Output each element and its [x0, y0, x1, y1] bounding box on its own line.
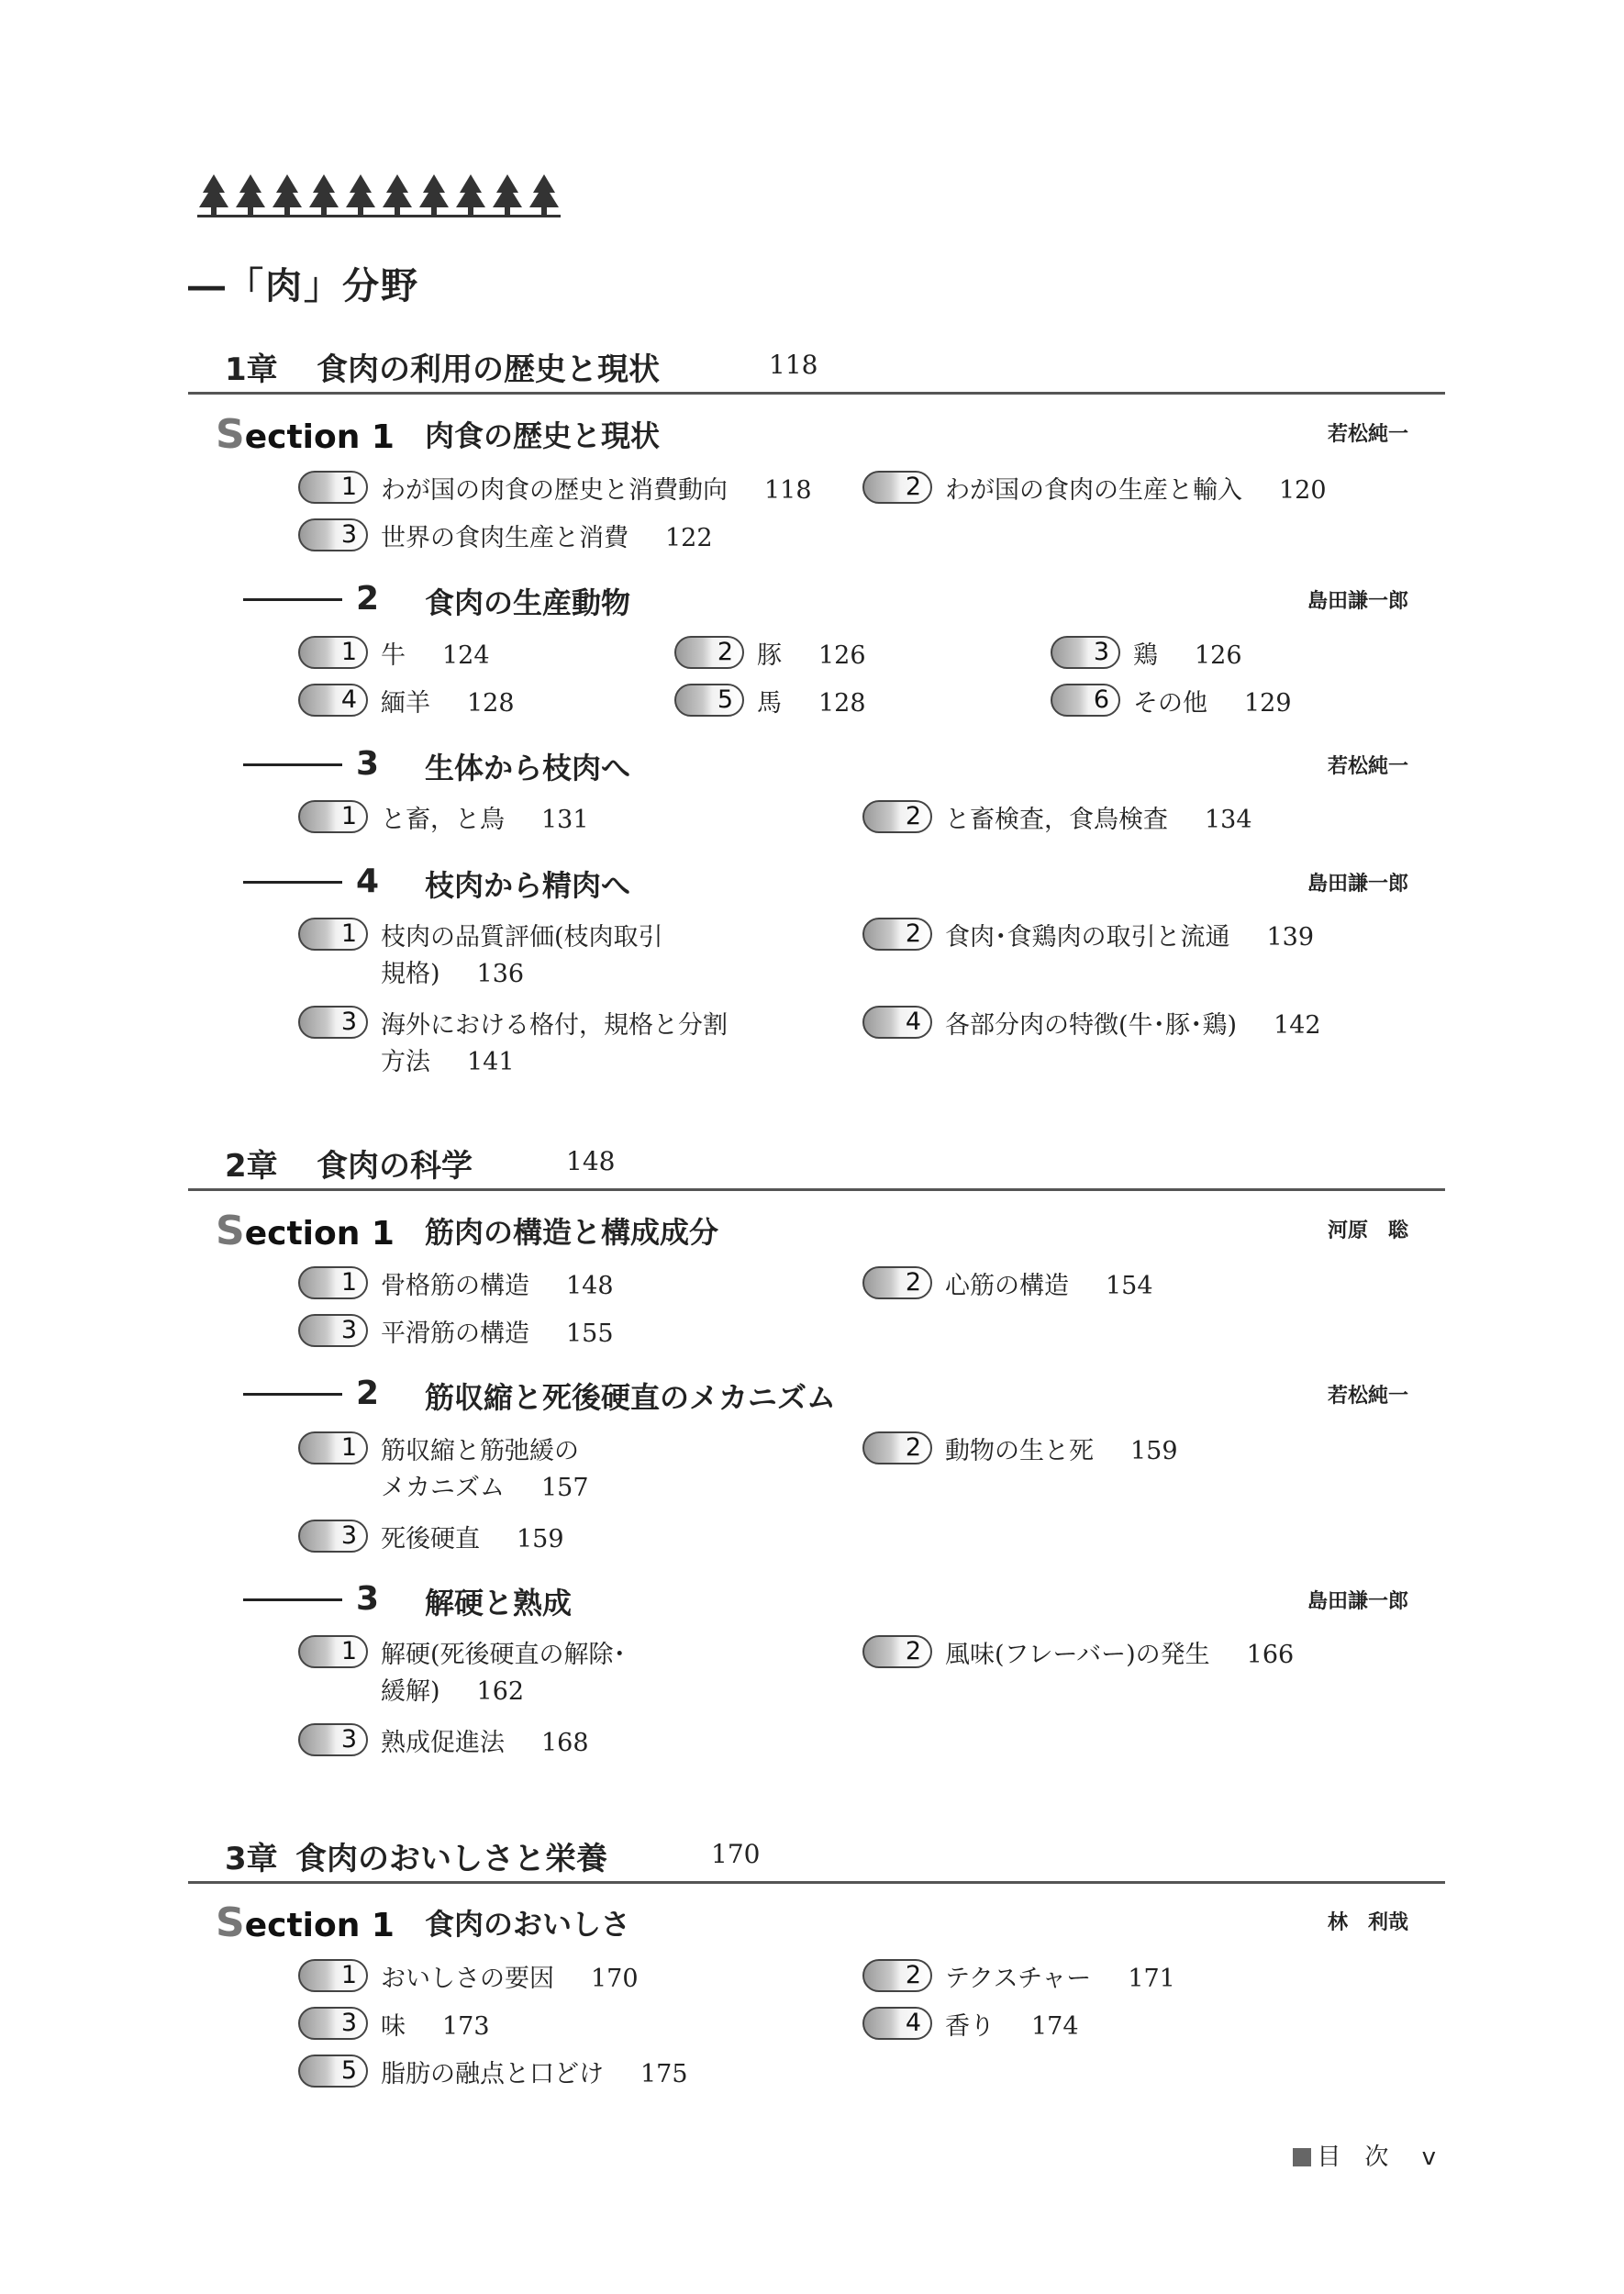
chapter-title: 食肉のおいしさと栄養	[295, 1841, 607, 1877]
section-author: 島田謙一郎	[1307, 873, 1408, 896]
chapter-page: 170	[711, 1839, 761, 1869]
item-number-pill: 3	[1051, 636, 1120, 669]
section-author: 林 利哉	[1327, 1911, 1408, 1934]
item-number-pill: 1	[298, 1959, 368, 1992]
item-number-pill: 4	[862, 1006, 932, 1039]
section-number: 4	[356, 863, 380, 900]
section-title: 筋収縮と死後硬直のメカニズム	[425, 1380, 837, 1415]
section-number: 2	[356, 580, 380, 618]
item-number-pill: 3	[298, 518, 368, 551]
chapter-heading	[188, 1833, 1445, 1884]
section-author: 若松純一	[1327, 423, 1408, 446]
section-word: Section 1	[216, 1208, 395, 1254]
item-number-pill: 3	[298, 2007, 368, 2040]
tree-ornament-icon	[197, 173, 561, 218]
section-dash	[243, 763, 342, 766]
section-author: 島田謙一郎	[1307, 590, 1408, 613]
section-number: 2	[356, 1375, 380, 1412]
section-number: 3	[356, 1580, 380, 1618]
section-heading	[188, 411, 1408, 457]
section-number: 3	[356, 745, 380, 783]
item-number-pill: 3	[298, 1520, 368, 1553]
section-dash	[243, 1598, 342, 1601]
section-title: 食肉のおいしさ	[425, 1907, 631, 1942]
chapter-page: 148	[566, 1146, 616, 1176]
chapter-number: 3章	[225, 1841, 278, 1877]
footer-page-number: v	[1421, 2144, 1436, 2171]
item-number-pill: 3	[298, 1723, 368, 1756]
item-number-pill: 2	[862, 1431, 932, 1464]
item-number-pill: 4	[298, 684, 368, 717]
item-number-pill: 2	[862, 918, 932, 951]
section-heading	[188, 861, 1408, 907]
section-dash	[243, 881, 342, 884]
item-number-pill: 6	[1051, 684, 1120, 717]
section-heading	[188, 743, 1408, 789]
section-title: 枝肉から精肉へ	[425, 868, 631, 903]
item-number-pill: 2	[862, 800, 932, 833]
item-number-pill: 1	[298, 471, 368, 504]
page-footer	[1293, 2138, 1436, 2172]
section-title: 筋肉の構造と構成成分	[425, 1215, 719, 1250]
section-author: 若松純一	[1327, 1385, 1408, 1408]
section-heading	[188, 1899, 1408, 1945]
item-number-pill: 1	[298, 1266, 368, 1299]
chapter-heading	[188, 344, 1445, 395]
item-number-pill: 1	[298, 636, 368, 669]
item-number-pill: 3	[298, 1314, 368, 1347]
chapter-number: 2章	[225, 1148, 278, 1185]
chapter-title: 食肉の科学	[317, 1148, 473, 1185]
chapter-page: 118	[769, 350, 818, 380]
section-title: 生体から枝肉へ	[425, 751, 631, 785]
chapter-title: 食肉の利用の歴史と現状	[317, 351, 660, 388]
section-title: 解硬と熟成	[425, 1586, 573, 1620]
section-author: 河原 聡	[1327, 1219, 1408, 1242]
footer-label: 目 次	[1317, 2144, 1389, 2171]
section-word: Section 1	[216, 1899, 395, 1946]
section-dash	[243, 1393, 342, 1396]
part-title: ―「肉」分野	[188, 264, 419, 307]
chapter-heading	[188, 1141, 1445, 1191]
section-word: Section 1	[216, 411, 395, 458]
item-number-pill: 4	[862, 2007, 932, 2040]
item-number-pill: 2	[862, 1635, 932, 1668]
item-number-pill: 5	[674, 684, 744, 717]
item-number-pill: 1	[298, 1635, 368, 1668]
item-number-pill: 2	[862, 1266, 932, 1299]
item-number-pill: 1	[298, 918, 368, 951]
chapter-number: 1章	[225, 351, 278, 388]
section-heading	[188, 1208, 1408, 1253]
section-title: 肉食の歴史と現状	[425, 418, 661, 453]
square-bullet-icon	[1293, 2148, 1311, 2166]
item-number-pill: 2	[674, 636, 744, 669]
item-number-pill: 3	[298, 1006, 368, 1039]
item-number-pill: 2	[862, 471, 932, 504]
item-number-pill: 1	[298, 800, 368, 833]
section-heading	[188, 578, 1408, 624]
item-number-pill: 2	[862, 1959, 932, 1992]
item-number-pill: 5	[298, 2055, 368, 2088]
section-heading	[188, 1578, 1408, 1624]
item-number-pill: 1	[298, 1431, 368, 1464]
section-dash	[243, 598, 342, 601]
section-heading	[188, 1373, 1408, 1419]
section-author: 島田謙一郎	[1307, 1590, 1408, 1613]
section-author: 若松純一	[1327, 755, 1408, 778]
section-title: 食肉の生産動物	[425, 585, 631, 620]
